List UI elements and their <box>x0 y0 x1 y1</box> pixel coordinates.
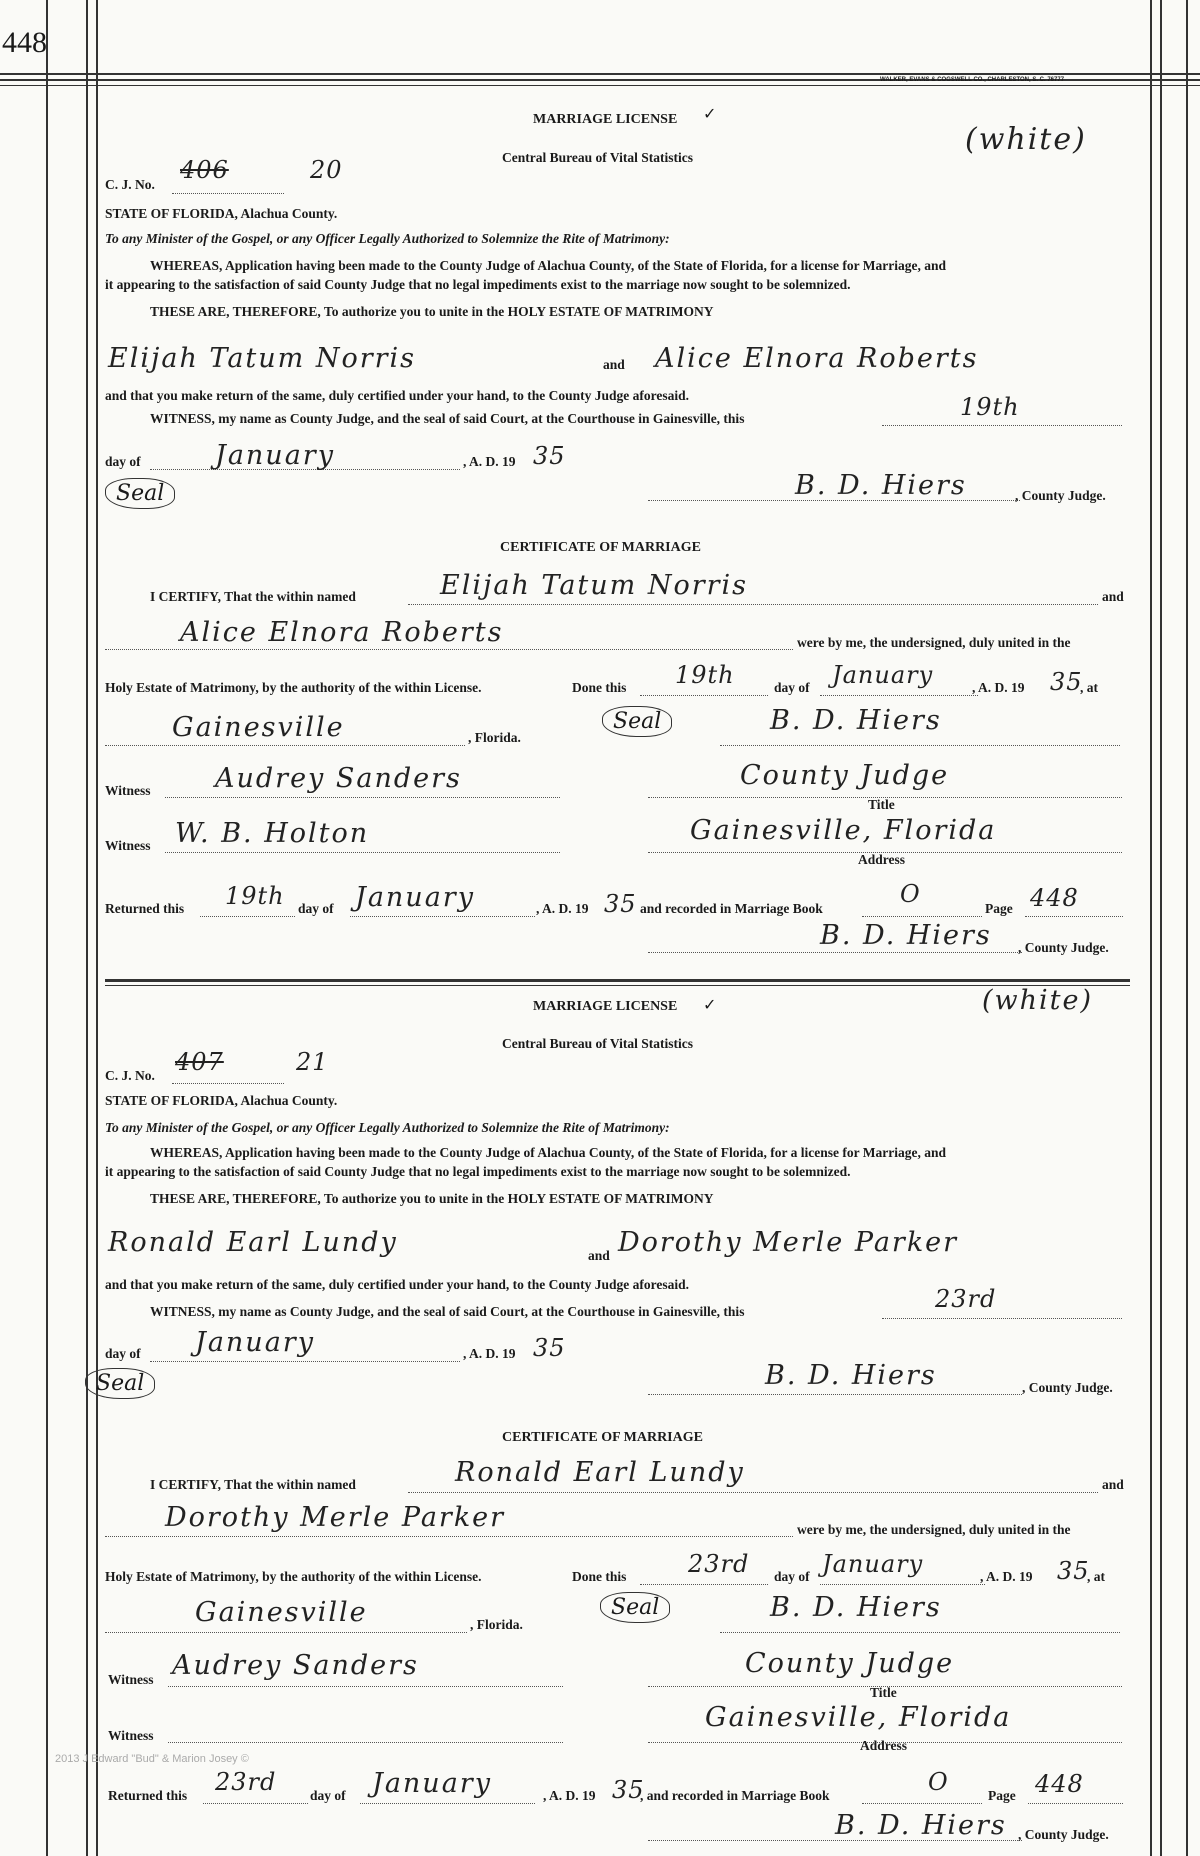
witness-1-name: Audrey Sanders <box>215 763 462 794</box>
recorder-signature: B. D. Hiers <box>835 1810 1007 1841</box>
certify-line: I CERTIFY, That the within named <box>150 589 356 604</box>
license-day: 23rd <box>935 1285 997 1313</box>
recorder-signature: B. D. Hiers <box>820 920 992 951</box>
whereas-line-1: WHEREAS, Application having been made to the County Judge of Alachua County, of the State of Florida, for a license for Marriage, and <box>150 258 947 273</box>
license-month: January <box>195 1327 315 1358</box>
witness-line: WITNESS, my name as County Judge, and the seal of said Court, at the Courthouse in Gainesville, this <box>150 411 745 426</box>
done-day: 19th <box>675 661 735 689</box>
page-label: Page <box>988 1788 1016 1803</box>
page-number: 448 <box>2 26 47 59</box>
returned-day-of-label: day of <box>310 1788 346 1803</box>
cj-number: 21 <box>296 1048 329 1076</box>
and-label: and <box>588 1248 610 1263</box>
done-day: 23rd <box>688 1550 750 1578</box>
license-title: MARRIAGE LICENSE <box>533 112 678 127</box>
title-label: Title <box>870 1685 897 1700</box>
these-are-line: THESE ARE, THEREFORE, To authorize you to unite in the HOLY ESTATE OF MATRIMONY <box>150 304 714 319</box>
cert-groom-name: Ronald Earl Lundy <box>455 1457 745 1488</box>
license-title: MARRIAGE LICENSE <box>533 999 678 1014</box>
returned-this-label: Returned this <box>108 1788 188 1803</box>
returned-day: 19th <box>225 882 285 910</box>
page-label: Page <box>985 901 1013 916</box>
florida-label: , Florida. <box>468 730 521 745</box>
certificate-title: CERTIFICATE OF MARRIAGE <box>500 540 701 555</box>
done-this-label: Done this <box>572 1569 627 1584</box>
done-month: January <box>822 1550 924 1578</box>
holy-estate-line: Holy Estate of Matrimony, by the authority of the within License. <box>105 680 482 695</box>
done-at-label: , at <box>1087 1569 1105 1584</box>
check-mark: ✓ <box>703 997 717 1014</box>
race-note: (white) <box>982 985 1094 1016</box>
groom-name: Elijah Tatum Norris <box>108 343 417 374</box>
returned-year: 35 <box>612 1776 645 1804</box>
officiant-address: Gainesville, Florida <box>705 1702 1012 1733</box>
cert-bride-name: Dorothy Merle Parker <box>165 1502 506 1533</box>
done-this-label: Done this <box>572 680 627 695</box>
state-county: STATE OF FLORIDA, Alachua County. <box>105 206 338 221</box>
cert-and-label: and <box>1102 589 1124 604</box>
printer-credit: WALKER, EVANS & COGSWELL CO., CHARLESTON, S. C. 76777 <box>880 77 1065 83</box>
returned-ad-label: , A. D. 19 <box>536 901 589 916</box>
holy-estate-line: Holy Estate of Matrimony, by the authority of the within License. <box>105 1569 482 1584</box>
address-line: To any Minister of the Gospel, or any Officer Legally Authorized to Solemnize the Rite of Matrimony: <box>105 231 670 246</box>
state-county: STATE OF FLORIDA, Alachua County. <box>105 1093 338 1108</box>
seal-stamp: Seal <box>105 478 175 509</box>
marriage-book: O <box>928 1768 949 1796</box>
whereas-line-2: it appearing to the satisfaction of said County Judge that no legal impediments exist to the marriage now sought to be solemnized. <box>105 277 851 292</box>
returned-month: January <box>355 882 475 913</box>
copyright-watermark: 2013 J Edward "Bud" & Marion Josey © <box>55 1753 249 1765</box>
done-day-of-label: day of <box>774 1569 810 1584</box>
certify-line: I CERTIFY, That the within named <box>150 1477 356 1492</box>
address-label: Address <box>858 852 906 867</box>
return-line: and that you make return of the same, duly certified under your hand, to the County Judge aforesaid. <box>105 1277 690 1292</box>
witness-2-label: Witness <box>105 838 151 853</box>
witness-1-label: Witness <box>108 1672 154 1687</box>
whereas-line-2: it appearing to the satisfaction of said County Judge that no legal impediments exist to the marriage now sought to be solemnized. <box>105 1164 851 1179</box>
officiant-signature: B. D. Hiers <box>770 1592 942 1623</box>
county-judge-label: , County Judge. <box>1015 488 1106 503</box>
cj-struck-number: 406 <box>180 156 229 184</box>
license-day: 19th <box>960 393 1020 421</box>
whereas-line-1: WHEREAS, Application having been made to the County Judge of Alachua County, of the State of Florida, for a license for Marriage, and <box>150 1145 947 1160</box>
license-month: January <box>215 440 335 471</box>
done-ad-label: , A. D. 19 <box>980 1569 1033 1584</box>
witness-1-name: Audrey Sanders <box>172 1650 419 1681</box>
witness-2-label: Witness <box>108 1728 154 1743</box>
record-separator <box>105 979 1130 982</box>
license-year: 35 <box>533 442 566 470</box>
cert-seal-stamp: Seal <box>600 1592 670 1623</box>
officiant-address: Gainesville, Florida <box>690 815 997 846</box>
recorded-label: , and recorded in Marriage Book <box>640 1788 830 1803</box>
title-label: Title <box>868 797 895 812</box>
returned-this-label: Returned this <box>105 901 185 916</box>
left-inner-rule <box>86 0 88 1856</box>
judge-signature: B. D. Hiers <box>765 1360 937 1391</box>
cert-bride-name: Alice Elnora Roberts <box>180 617 504 648</box>
bride-name: Alice Elnora Roberts <box>655 343 979 374</box>
race-note: (white) <box>965 122 1087 157</box>
license-year: 35 <box>533 1334 566 1362</box>
return-line: and that you make return of the same, duly certified under your hand, to the County Judge aforesaid. <box>105 388 690 403</box>
marriage-place: Gainesville <box>172 712 345 743</box>
marriage-book: O <box>900 880 921 908</box>
cert-seal-stamp: Seal <box>602 706 672 737</box>
officiant-title: County Judge <box>745 1648 955 1679</box>
record-separator-2 <box>105 985 1130 986</box>
bureau-name: Central Bureau of Vital Statistics <box>502 1036 693 1051</box>
returned-month: January <box>372 1768 492 1799</box>
day-of-label: day of <box>105 1346 141 1361</box>
seal-stamp: Seal <box>85 1368 155 1399</box>
done-at-label: , at <box>1080 680 1098 695</box>
groom-name: Ronald Earl Lundy <box>108 1227 398 1258</box>
right-edge-rule <box>1186 0 1188 1856</box>
florida-label: , Florida. <box>470 1617 523 1632</box>
cj-label: C. J. No. <box>105 1068 155 1083</box>
cj-label: C. J. No. <box>105 177 155 192</box>
cert-groom-name: Elijah Tatum Norris <box>440 570 749 601</box>
recorder-title: , County Judge. <box>1018 1827 1109 1842</box>
done-day-of-label: day of <box>774 680 810 695</box>
ad-label: , A. D. 19 <box>463 454 516 469</box>
ad-label: , A. D. 19 <box>463 1346 516 1361</box>
these-are-line: THESE ARE, THEREFORE, To authorize you to unite in the HOLY ESTATE OF MATRIMONY <box>150 1191 714 1206</box>
judge-signature: B. D. Hiers <box>795 470 967 501</box>
returned-ad-label: , A. D. 19 <box>543 1788 596 1803</box>
cj-number: 20 <box>310 156 343 184</box>
witness-line: WITNESS, my name as County Judge, and the seal of said Court, at the Courthouse in Gainesville, this <box>150 1304 745 1319</box>
cert-and-label: and <box>1102 1477 1124 1492</box>
certificate-title: CERTIFICATE OF MARRIAGE <box>502 1430 703 1445</box>
bureau-name: Central Bureau of Vital Statistics <box>502 150 693 165</box>
record-page: 448 <box>1030 884 1079 912</box>
address-line: To any Minister of the Gospel, or any Officer Legally Authorized to Solemnize the Rite of Matrimony: <box>105 1120 670 1135</box>
top-rule <box>0 73 1200 75</box>
and-label: and <box>603 357 625 372</box>
top-rule-3 <box>0 85 1200 86</box>
left-inner-rule-2 <box>96 0 98 1856</box>
address-label: Address <box>860 1738 908 1753</box>
cj-struck-number: 407 <box>175 1048 224 1076</box>
day-of-label: day of <box>105 454 141 469</box>
recorder-title: , County Judge. <box>1018 940 1109 955</box>
united-line: were by me, the undersigned, duly united in the <box>797 1522 1071 1537</box>
done-year: 35 <box>1057 1557 1090 1585</box>
right-margin-rule <box>1150 0 1152 1856</box>
done-year: 35 <box>1050 668 1083 696</box>
county-judge-label: , County Judge. <box>1022 1380 1113 1395</box>
returned-year: 35 <box>604 890 637 918</box>
officiant-title: County Judge <box>740 760 950 791</box>
returned-day: 23rd <box>215 1768 277 1796</box>
done-ad-label: , A. D. 19 <box>972 680 1025 695</box>
returned-day-of-label: day of <box>298 901 334 916</box>
witness-1-label: Witness <box>105 783 151 798</box>
record-page: 448 <box>1035 1770 1084 1798</box>
marriage-place: Gainesville <box>195 1597 368 1628</box>
right-margin-rule-2 <box>1160 0 1162 1856</box>
united-line: were by me, the undersigned, duly united in the <box>797 635 1071 650</box>
done-month: January <box>832 661 934 689</box>
recorded-label: and recorded in Marriage Book <box>640 901 823 916</box>
left-margin-rule <box>46 0 48 1856</box>
witness-2-name: W. B. Holton <box>175 818 370 849</box>
officiant-signature: B. D. Hiers <box>770 705 942 736</box>
bride-name: Dorothy Merle Parker <box>618 1227 959 1258</box>
check-mark: ✓ <box>703 106 717 123</box>
